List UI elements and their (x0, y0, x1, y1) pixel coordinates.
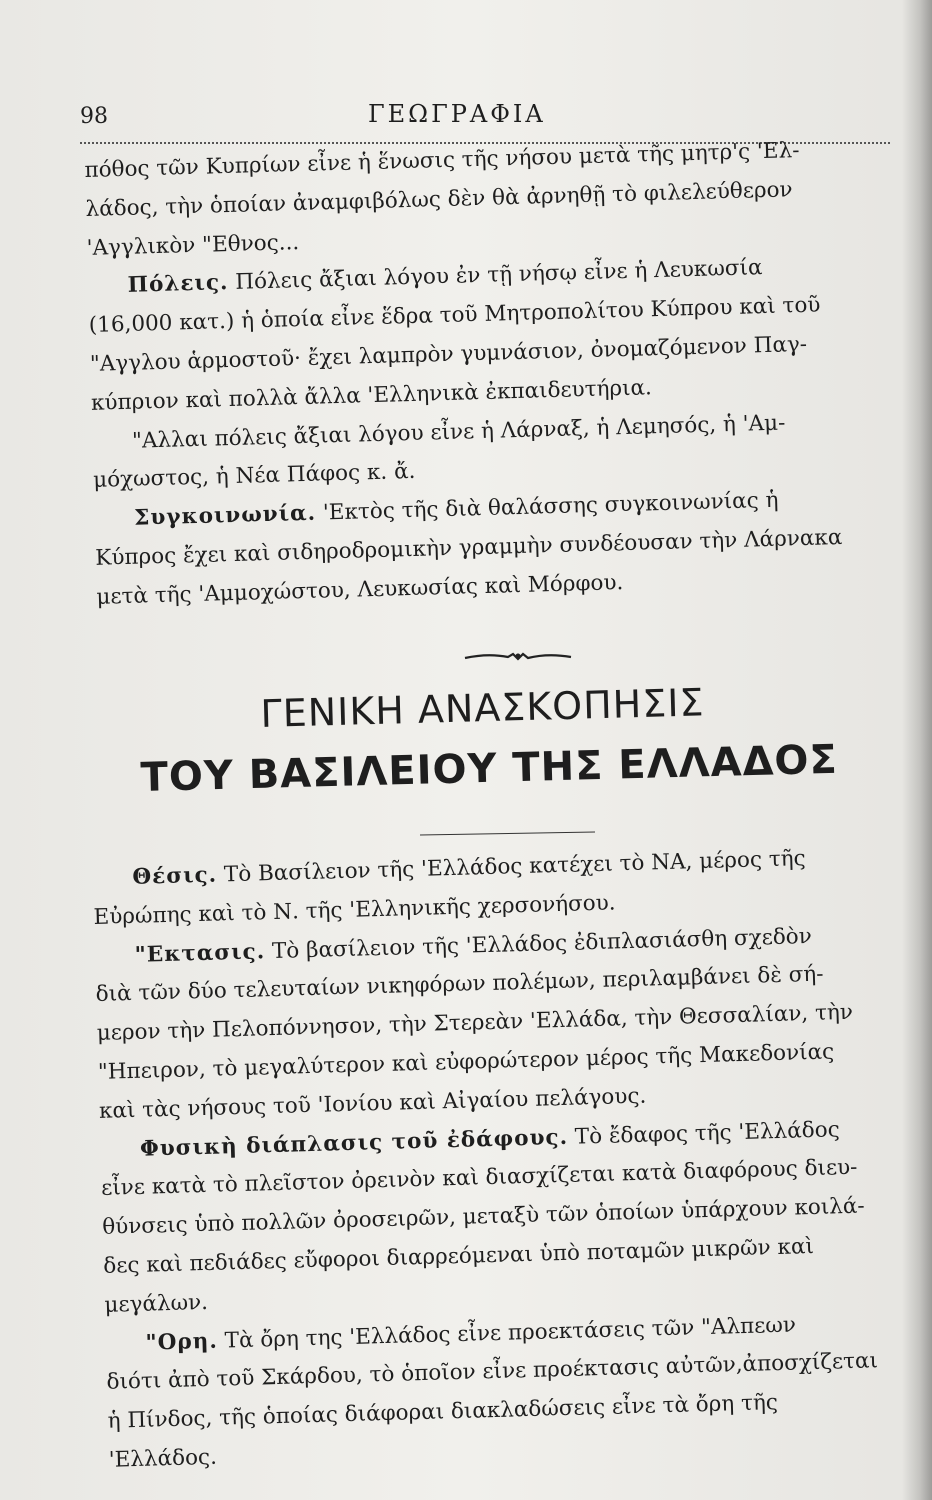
text-line: λάδος, τὴν ὁποίαν ἀναμφιβόλως δὲν θὰ ἀρνηθῇ τὸ φιλελεύθερον (85, 177, 793, 222)
text-line: 'Ελλάδος. (108, 1444, 218, 1473)
text-line: μεγάλων. (104, 1289, 209, 1318)
text-line: κύπριον καὶ πολλὰ ἄλλα 'Ελληνικὰ ἐκπαιδευτήρια. (90, 375, 653, 416)
section-cyprus-text (84, 129, 919, 617)
running-title: ΓΕΩΓΡΑΦΙΑ (368, 100, 546, 128)
text-line: "Ορη. Τὰ ὄρη της 'Ελλάδος εἶνε προεκτάσεις τῶν "Αλπεων (145, 1312, 797, 1356)
text-line: θύνσεις ὑπὸ πολλῶν ὀροσειρῶν, μεταξὺ τῶν ὁποίων ὑπάρχουν κοιλά- (101, 1193, 865, 1241)
text-line: πόθος τῶν Κυπρίων εἶνε ἡ ἕνωσις τῆς νήσου μετὰ τῆς μητρ'ς 'Ελ- (84, 138, 800, 183)
text-line: (16,000 κατ.) ἡ ὁποία εἶνε ἕδρα τοῦ Μητροπολίτου Κύπρου καὶ τοῦ (88, 292, 821, 339)
chapter-title-line2: ΤΟΥ ΒΑΣΙΛΕΙΟΥ ΤΗΣ ΕΛΛΑΔΟΣ (140, 736, 839, 801)
text-line: 'Αγγλικὸν "Εθνος... (86, 229, 300, 261)
paragraph-lead: Συγκοινωνία. (133, 500, 317, 531)
title-rule (420, 831, 595, 835)
paragraph-lead: "Ορη. (145, 1328, 219, 1356)
text-line: καὶ τὰς νήσους τοῦ 'Ιονίου καὶ Αἰγαίου πελάγους. (98, 1083, 647, 1124)
section-greece-text (92, 837, 921, 1480)
text-line: Κύπρος ἔχει καὶ σιδηροδρομικὴν γραμμὴν συνδέουσαν τὴν Λάρνακα (95, 524, 843, 571)
text-line: δες καὶ πεδιάδες εὔφοροι διαρρεόμεναι ὑπὸ ποταμῶν μικρῶν καὶ (103, 1233, 815, 1279)
text-line: Φυσικὴ διάπλασις τοῦ ἐδάφους. Τὸ ἔδαφος τῆς 'Ελλάδος (139, 1116, 841, 1162)
paragraph-lead: Φυσικὴ διάπλασις τοῦ ἐδάφους. (139, 1124, 569, 1162)
text-line: Πόλεις. Πόλεις ἄξιαι λόγου ἐν τῇ νήσῳ εἶνε ἡ Λευκωσία (127, 255, 763, 299)
paragraph-lead: "Εκτασις. (134, 938, 266, 968)
text-line: "Ηπειρον, τὸ μεγαλύτερον καὶ εὐφορώτερον μέρος τῆς Μακεδονίας (97, 1039, 835, 1085)
text-line: "Αγγλου ἁρμοστοῦ· ἔχει λαμπρὸν γυμνάσιον, ὀνομαζόμενον Παγ- (89, 331, 808, 377)
text-line: Εὐρώπης καὶ τὸ Ν. τῆς 'Ελληνικῆς χερσονήσου. (93, 890, 616, 930)
paragraph-lead: Πόλεις. (127, 270, 229, 299)
chapter-title-line1: ΓΕΝΙΚΗ ΑΝΑΣΚΟΠΗΣΙΣ (260, 680, 706, 736)
ornament-divider (463, 650, 573, 664)
text-line: Θέσις. Τὸ Βασίλειον τῆς 'Ελλάδος κατέχει τὸ ΝΑ, μέρος τῆς (132, 846, 806, 890)
text-line: εἶνε κατὰ τὸ πλεῖστον ὀρεινὸν καὶ διασχίζεται κατὰ διαφόρους διευ- (100, 1155, 858, 1202)
text-line: διότι ἀπὸ τοῦ Σκάρδου, τὸ ὁποῖον εἶνε προέκτασις αὐτῶν,ἀποσχίζεται (106, 1348, 879, 1396)
page-number: 98 (80, 104, 108, 129)
text-line: μετὰ τῆς 'Αμμοχώστου, Λευκωσίας καὶ Μόρφου. (96, 569, 624, 610)
text-line: μερον τὴν Πελοπόννησον, τὴν Στερεὰν 'Ελλάδα, τὴν Θεσσαλίαν, τὴν (96, 1000, 854, 1047)
text-line: "Αλλαι πόλεις ἄξιαι λόγου εἶνε ἡ Λάρναξ, ἡ Λεμησός, ἡ 'Αμ- (131, 410, 786, 454)
paragraph-lead: Θέσις. (132, 862, 218, 890)
text-line: ἡ Πίνδος, τῆς ὁποίας διάφοραι διακλαδώσεις εἶνε τὰ ὄρη τῆς (107, 1390, 779, 1434)
text-line: Συγκοινωνία. 'Εκτὸς τῆς διὰ θαλάσσης συγκοινωνίας ἡ (133, 487, 779, 531)
text-line: "Εκτασις. Τὸ βασίλειον τῆς 'Ελλάδος ἐδιπλασιάσθη σχεδὸν (134, 923, 813, 968)
text-line: μόχωστος, ἡ Νέα Πάφος κ. ἄ. (92, 459, 416, 494)
text-line: διὰ τῶν δύο τελευταίων νικηφόρων πολέμων, περιλαμβάνει δὲ σή- (95, 962, 824, 1008)
